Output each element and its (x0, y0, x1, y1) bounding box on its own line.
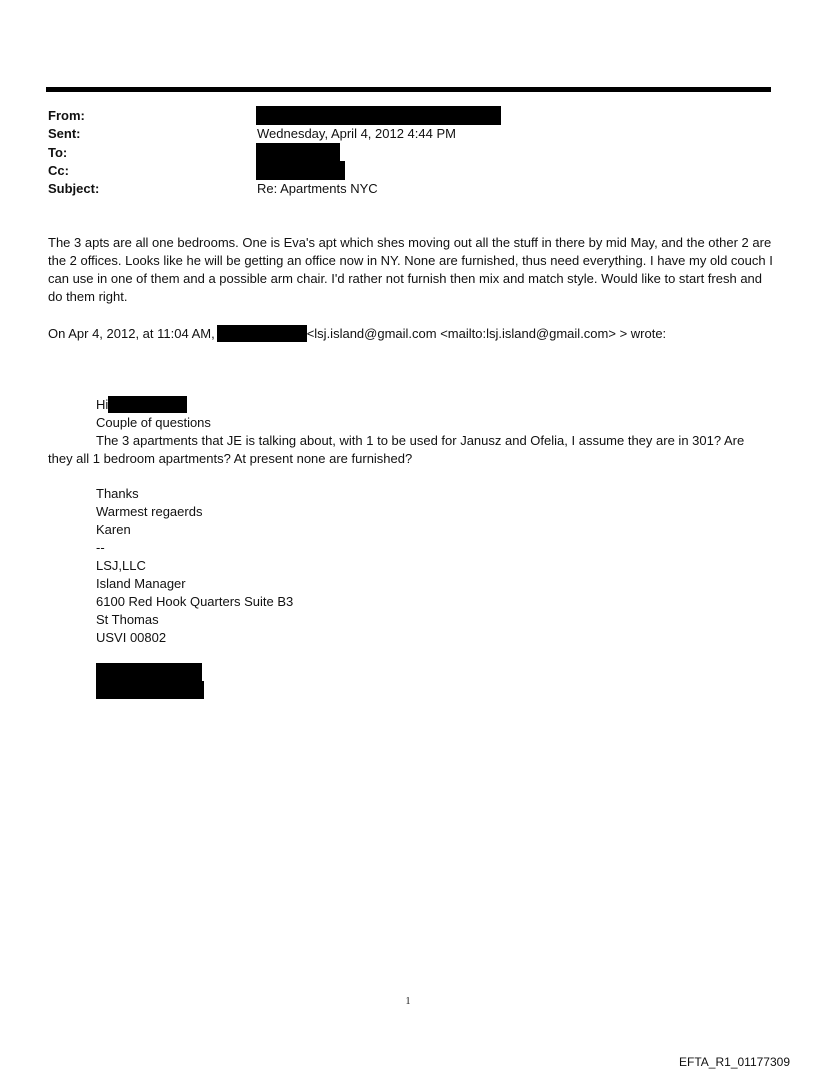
to-redaction (256, 143, 340, 162)
quoted-line2-first: The 3 apartments that JE is talking about, with 1 to be used for Janusz and Ofelia, I assume they are in 301? Are (96, 433, 745, 448)
signature-address: 6100 Red Hook Quarters Suite B3 (96, 594, 294, 609)
quoted-name: Karen (96, 522, 131, 537)
signature-zip: USVI 00802 (96, 630, 167, 645)
body-paragraph-text: The 3 apts are all one bedrooms. One is Eva's apt which shes moving out all the stuff in there by mid May, and the other 2 are the 2 offices. Looks like he will be getting an office now in NY. None are furnished, thus need everything. I have my old couch I can use in one of them and a possible arm chair. I'd rather not furnish then mix and match style. Would like to start fresh and do them right. (48, 235, 773, 304)
to-label: To: (48, 145, 68, 160)
cc-label: Cc: (48, 163, 69, 178)
bates-number: EFTA_R1_01177309 (679, 1055, 790, 1069)
sender-redaction (217, 325, 307, 342)
reply-intro (48, 325, 773, 343)
signature-redaction-2 (96, 681, 204, 699)
greeting-redaction (108, 396, 187, 413)
quoted-greeting (96, 396, 187, 414)
subject-value: Re: Apartments NYC (257, 181, 378, 196)
sent-value: Wednesday, April 4, 2012 4:44 PM (257, 126, 456, 141)
signature-company: LSJ,LLC (96, 558, 146, 573)
greeting-text: Hi (96, 397, 109, 412)
signature-title: Island Manager (96, 576, 186, 591)
quoted-line1: Couple of questions (96, 415, 211, 430)
quoted-thanks: Thanks (96, 486, 139, 501)
subject-label: Subject: (48, 181, 100, 196)
body-paragraph (48, 234, 773, 306)
signature-redaction-1 (96, 663, 202, 682)
from-label: From: (48, 108, 85, 123)
from-redaction (256, 106, 501, 125)
quoted-line2-second: they all 1 bedroom apartments? At present none are furnished? (48, 451, 413, 466)
header-rule (46, 87, 771, 92)
sent-label: Sent: (48, 126, 81, 141)
signature-city: St Thomas (96, 612, 159, 627)
cc-redaction (256, 161, 345, 180)
reply-intro-suffix: <lsj.island@gmail.com <mailto:lsj.island@gmail.com> > wrote: (306, 326, 667, 341)
signature-separator: -- (96, 540, 105, 555)
quoted-regards: Warmest regaerds (96, 504, 203, 519)
page-number: 1 (405, 996, 411, 1007)
reply-intro-prefix: On Apr 4, 2012, at 11:04 AM, (48, 326, 215, 341)
